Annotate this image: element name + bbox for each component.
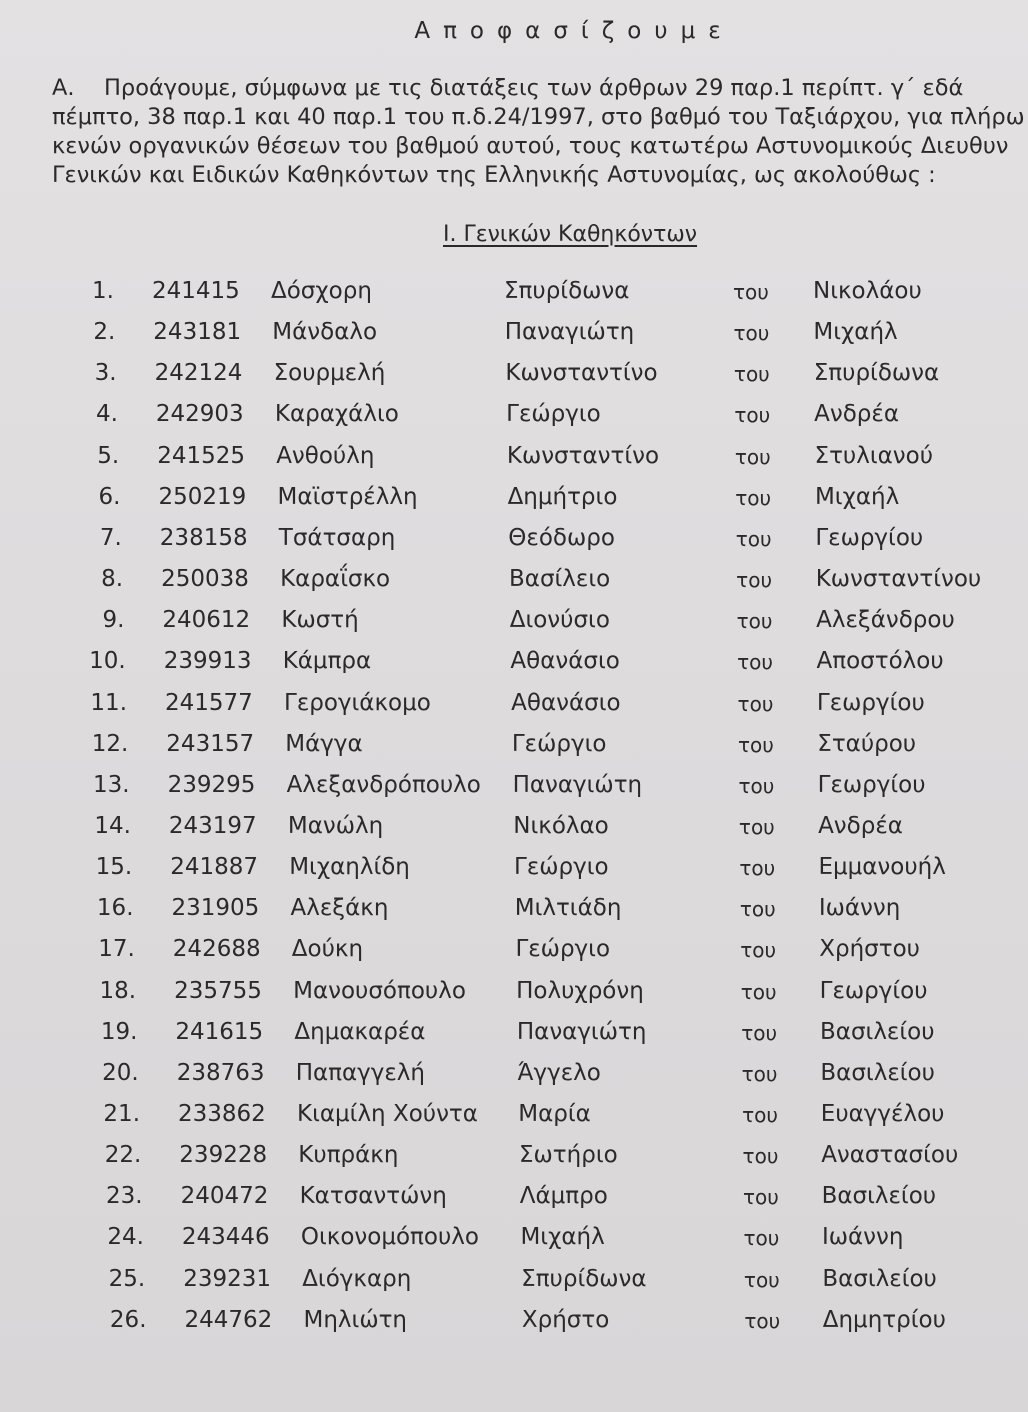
- table-row: [0, 1266, 1028, 1296]
- table-row: [0, 1307, 1028, 1337]
- row-father: Ανδρέα: [814, 401, 900, 428]
- row-name: Χρήστο: [521, 1306, 610, 1333]
- table-row: [0, 566, 1028, 596]
- row-tou: του: [738, 773, 775, 798]
- row-father: Σπυρίδωνα: [813, 360, 940, 387]
- row-name: Μιλτιάδη: [514, 895, 622, 922]
- intro-line-3: κενών οργανικών θέσεων του βαθμού αυτού, τους κατωτέρω Αστυνομικούς Διευθυν: [52, 133, 1009, 159]
- row-name: Μαρία: [518, 1101, 591, 1127]
- row-code: 242688: [172, 936, 261, 963]
- row-father: Βασιλείου: [820, 1018, 935, 1045]
- intro-paragraph: [52, 74, 1028, 190]
- row-father: Ιωάννη: [821, 1224, 904, 1251]
- row-tou: του: [734, 403, 771, 428]
- row-father: Ανδρέα: [818, 812, 903, 839]
- row-number: 10.: [89, 648, 126, 675]
- row-surname: Γερογιάκομο: [284, 689, 431, 716]
- row-tou: του: [744, 1308, 781, 1333]
- row-surname: Οικονομόπουλο: [300, 1224, 479, 1251]
- row-father: Γεωργίου: [815, 524, 924, 551]
- section-title: Ι. Γενικών Καθηκόντων: [443, 222, 698, 247]
- row-surname: Μάνδαλο: [272, 319, 378, 346]
- row-father: Γεωργίου: [819, 977, 928, 1004]
- row-code: 242124: [154, 360, 243, 387]
- row-surname: Παπαγγελή: [295, 1059, 425, 1086]
- row-number: 6.: [98, 483, 121, 510]
- row-surname: Μανουσόπουλο: [293, 977, 466, 1004]
- row-code: 241415: [152, 278, 240, 304]
- row-surname: Κατσαντώνη: [299, 1183, 447, 1210]
- table-row: [0, 443, 1028, 473]
- row-number: 21.: [103, 1101, 140, 1127]
- row-surname: Τσάτσαρη: [278, 524, 396, 551]
- row-tou: του: [733, 362, 770, 387]
- row-name: Σπυρίδωνα: [521, 1265, 647, 1292]
- row-code: 240612: [162, 607, 251, 634]
- row-surname: Μιχαηλίδη: [289, 854, 410, 881]
- row-tou: του: [739, 897, 776, 922]
- document-heading: Αποφασίζουμε: [414, 18, 734, 44]
- row-father: Αποστόλου: [816, 648, 944, 675]
- row-tou: του: [743, 1226, 780, 1251]
- table-row: [0, 813, 1028, 843]
- table-row: [0, 607, 1028, 637]
- row-father: Γεωργίου: [816, 689, 925, 716]
- table-row: [0, 525, 1028, 555]
- row-number: 2.: [93, 319, 116, 346]
- row-code: 239913: [163, 648, 252, 675]
- table-row: [0, 1142, 1028, 1172]
- table-row: [0, 1183, 1028, 1213]
- row-father: Εμμανουήλ: [818, 854, 946, 881]
- row-code: 241525: [157, 442, 245, 469]
- row-surname: Μάγγα: [285, 730, 363, 757]
- row-father: Σταύρου: [817, 730, 917, 757]
- row-surname: Κωστή: [281, 607, 359, 634]
- row-number: 5.: [97, 442, 120, 469]
- row-tou: του: [743, 1185, 779, 1210]
- row-code: 241887: [170, 854, 258, 881]
- row-name: Γεώργιο: [514, 854, 609, 881]
- row-name: Αθανάσιο: [511, 689, 621, 716]
- row-code: 243181: [153, 319, 242, 346]
- row-name: Βασίλειο: [509, 566, 611, 593]
- row-number: 22.: [104, 1142, 142, 1169]
- row-tou: του: [735, 526, 772, 551]
- row-code: 238763: [176, 1059, 265, 1086]
- table-row: [0, 772, 1028, 802]
- row-name: Κωνσταντίνο: [506, 442, 660, 469]
- row-code: 243446: [181, 1224, 270, 1251]
- row-number: 3.: [94, 360, 117, 387]
- row-surname: Κάμπρα: [282, 648, 372, 675]
- row-surname: Μαϊστρέλλη: [277, 483, 418, 510]
- row-number: 25.: [108, 1265, 146, 1292]
- table-row: [0, 401, 1028, 431]
- row-name: Γεώργιο: [511, 730, 607, 757]
- row-tou: του: [740, 979, 777, 1004]
- table-row: [0, 1101, 1028, 1131]
- row-father: Βασιλείου: [821, 1183, 937, 1210]
- row-name: Γεώργιο: [515, 936, 611, 963]
- row-surname: Δόσχορη: [271, 278, 372, 304]
- row-code: 233862: [178, 1101, 266, 1127]
- table-row: [0, 360, 1028, 390]
- row-code: 238158: [159, 524, 248, 551]
- row-tou: του: [735, 485, 772, 510]
- row-father: Ευαγγέλου: [820, 1101, 945, 1127]
- row-code: 243197: [168, 812, 257, 839]
- row-code: 231905: [171, 895, 260, 922]
- row-tou: του: [738, 814, 775, 839]
- row-code: 241615: [175, 1018, 264, 1045]
- row-code: 250219: [158, 483, 247, 510]
- row-number: 19.: [100, 1018, 138, 1045]
- row-number: 1.: [92, 278, 114, 304]
- table-row: [0, 978, 1028, 1008]
- table-row: [0, 1019, 1028, 1049]
- row-number: 18.: [99, 977, 137, 1004]
- row-surname: Κυπράκη: [298, 1142, 399, 1169]
- row-father: Χρήστου: [819, 936, 920, 963]
- row-name: Γεώργιο: [506, 401, 601, 428]
- intro-line-1: [52, 74, 1028, 103]
- row-tou: του: [739, 856, 776, 881]
- table-row: [0, 1224, 1028, 1254]
- row-name: Παναγιώτη: [512, 771, 643, 798]
- row-tou: του: [741, 1020, 778, 1045]
- row-surname: Μανώλη: [287, 812, 384, 839]
- table-row: [0, 484, 1028, 514]
- table-row: [0, 854, 1028, 884]
- intro-line-1-text: Προάγουμε, σύμφωνα με τις διατάξεις των άρθρων 29 παρ.1 περίπτ. γ΄ εδά: [104, 75, 964, 101]
- row-number: 15.: [95, 854, 133, 881]
- row-tou: του: [734, 444, 771, 469]
- row-code: 239231: [183, 1265, 271, 1292]
- table-row: [0, 278, 1028, 308]
- row-surname: Καραΐσκο: [280, 566, 391, 593]
- row-father: Βασιλείου: [822, 1265, 937, 1292]
- row-surname: Αλεξανδρόπουλο: [286, 771, 481, 798]
- row-surname: Ανθούλη: [276, 442, 375, 469]
- table-row: [0, 319, 1028, 349]
- row-number: 20.: [102, 1059, 139, 1086]
- row-name: Σωτήριο: [519, 1142, 618, 1169]
- table-row: [0, 731, 1028, 761]
- row-name: Πολυχρόνη: [516, 977, 644, 1004]
- row-name: Αθανάσιο: [510, 648, 620, 675]
- row-number: 23.: [106, 1183, 143, 1210]
- row-number: 7.: [99, 524, 122, 551]
- row-code: 239228: [179, 1142, 268, 1169]
- table-row: [0, 1060, 1028, 1090]
- row-code: 244762: [184, 1306, 273, 1333]
- row-name: Νικόλαο: [513, 812, 609, 839]
- row-tou: του: [737, 691, 774, 716]
- intro-line-2: πέμπτο, 38 παρ.1 και 40 παρ.1 του π.δ.24/1997, στο βαθμό του Ταξιάρχου, για πλήρω: [52, 104, 1025, 130]
- row-father: Μιχαήλ: [813, 319, 898, 346]
- row-number: 4.: [95, 401, 118, 428]
- row-surname: Σουρμελή: [273, 360, 386, 387]
- table-row: [0, 895, 1028, 925]
- row-tou: του: [740, 938, 777, 963]
- row-surname: Διόγκαρη: [302, 1265, 412, 1292]
- row-name: Δημήτριο: [507, 483, 618, 510]
- row-tou: του: [742, 1144, 779, 1169]
- row-surname: Καραχάλιο: [274, 401, 399, 428]
- row-name: Λάμπρο: [519, 1183, 608, 1210]
- row-number: 9.: [102, 607, 125, 634]
- row-number: 14.: [94, 812, 131, 839]
- row-tou: του: [736, 568, 773, 593]
- row-number: 17.: [98, 936, 135, 963]
- row-number: 11.: [90, 689, 127, 716]
- row-tou: του: [738, 732, 774, 757]
- row-code: 241577: [165, 689, 253, 716]
- row-tou: του: [736, 609, 773, 634]
- table-row: [0, 936, 1028, 966]
- row-name: Διονύσιο: [509, 607, 610, 634]
- row-tou: του: [742, 1103, 778, 1127]
- row-tou: του: [737, 650, 773, 675]
- row-name: Άγγελο: [517, 1059, 601, 1086]
- row-father: Κωνσταντίνου: [815, 566, 982, 593]
- row-tou: του: [741, 1061, 778, 1086]
- row-number: 12.: [91, 730, 129, 757]
- table-row: [0, 648, 1028, 678]
- row-surname: Κιαμίλη Χούντα: [297, 1101, 478, 1127]
- row-code: 243157: [166, 730, 255, 757]
- row-surname: Δημακαρέα: [294, 1018, 426, 1045]
- row-name: Σπυρίδωνα: [504, 278, 630, 304]
- row-father: Ιωάννη: [818, 895, 901, 922]
- table-row: [0, 690, 1028, 720]
- row-name: Παναγιώτη: [504, 319, 635, 346]
- row-father: Βασιλείου: [820, 1059, 935, 1086]
- row-father: Στυλιανού: [814, 442, 934, 469]
- row-name: Κωνσταντίνο: [505, 360, 658, 387]
- row-code: 250038: [161, 566, 249, 593]
- row-father: Αναστασίου: [821, 1142, 959, 1169]
- row-tou: του: [733, 280, 769, 304]
- row-number: 16.: [96, 895, 134, 922]
- row-number: 8.: [101, 566, 124, 593]
- row-father: Μιχαήλ: [814, 483, 900, 510]
- row-father: Δημητρίου: [822, 1306, 946, 1333]
- row-number: 13.: [93, 771, 130, 798]
- row-name: Θεόδωρο: [508, 524, 615, 551]
- row-father: Γεωργίου: [817, 771, 926, 798]
- row-father: Αλεξάνδρου: [816, 607, 955, 634]
- intro-line-4: Γενικών και Ειδικών Καθηκόντων της Ελληνικής Αστυνομίας, ως ακολούθως :: [52, 162, 936, 188]
- row-number: 26.: [109, 1306, 147, 1333]
- row-tou: του: [733, 321, 770, 346]
- row-father: Νικολάου: [813, 278, 922, 304]
- row-code: 240472: [180, 1183, 269, 1210]
- row-tou: του: [743, 1267, 780, 1292]
- row-code: 239295: [167, 771, 256, 798]
- row-name: Μιχαήλ: [520, 1224, 605, 1251]
- intro-label: Α.: [52, 75, 75, 101]
- row-number: 24.: [107, 1224, 144, 1251]
- row-code: 235755: [174, 977, 262, 1004]
- row-code: 242903: [155, 401, 244, 428]
- row-name: Παναγιώτη: [516, 1018, 647, 1045]
- row-surname: Μηλιώτη: [303, 1306, 407, 1333]
- row-surname: Αλεξάκη: [290, 895, 389, 922]
- row-surname: Δούκη: [291, 936, 364, 963]
